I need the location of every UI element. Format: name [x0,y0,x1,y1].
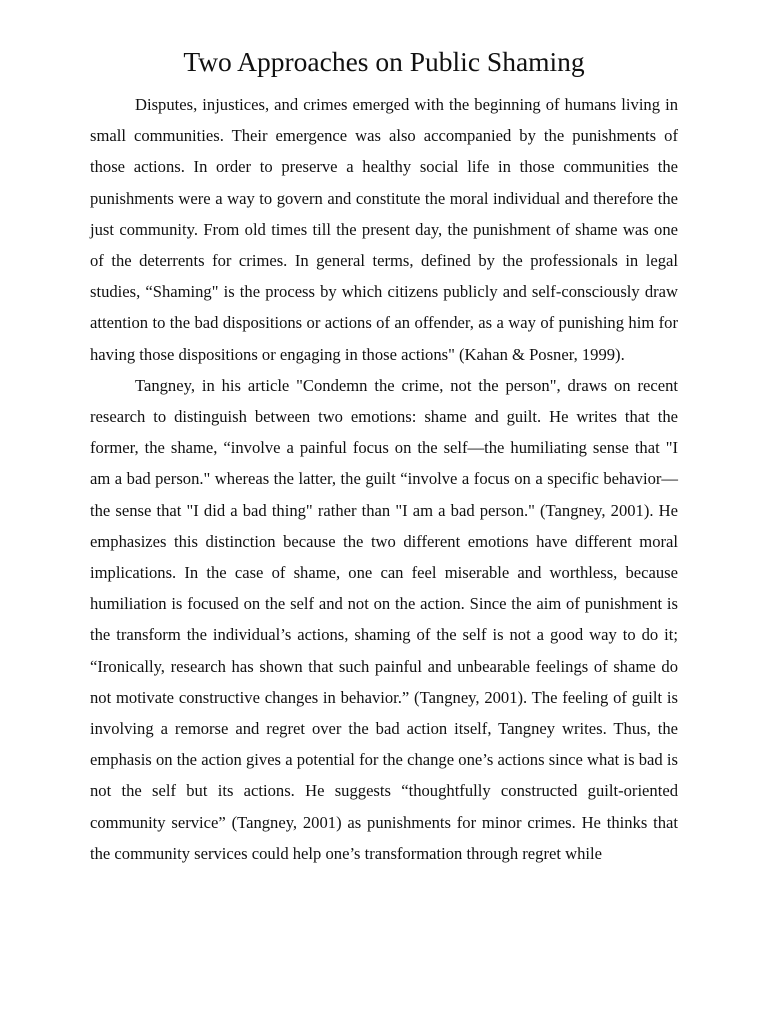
paragraph-2: Tangney, in his article "Condemn the crime, not the person", draws on recent research to distinguish between two emotions: shame and guilt. He writes that the former, the shame, “involve a painful focus on the self—the humiliating sense that "I am a bad person." whereas the latter, the guilt “involve a focus on a specific behavior—the sense that "I did a bad thing" rather than "I am a bad person." (Tangney, 2001). He emphasizes this distinction because the two different emotions have different moral implications. In the case of shame, one can feel miserable and worthless, because humiliation is focused on the self and not on the action. Since the aim of punishment is the transform the individual’s actions, shaming of the self is not a good way to do it; “Ironically, research has shown that such painful and unbearable feelings of shame do not motivate constructive changes in behavior.” (Tangney, 2001). The feeling of guilt is involving a remorse and regret over the bad action itself, Tangney writes. Thus, the emphasis on the action gives a potential for the change one’s actions since what is bad is not the self but its actions. He suggests “thoughtfully constructed guilt-oriented community service” (Tangney, 2001) as punishments for minor crimes. He thinks that the community services could help one’s transformation through regret while [90,375,678,863]
document-body [90,89,678,869]
document-title: Two Approaches on Public Shaming [183,46,585,77]
paragraph-1: Disputes, injustices, and crimes emerged with the beginning of humans living in small communities. Their emergence was also accompanied by the punishments of those actions. In order to preserve a healthy social life in those communities the punishments were a way to govern and constitute the moral individual and therefore the just community. From old times till the present day, the punishment of shame was one of the deterrents for crimes. In general terms, defined by the professionals in legal studies, “Shaming" is the process by which citizens publicly and self-consciously draw attention to the bad dispositions or actions of an offender, as a way of punishing him for having those dispositions or engaging in those actions" (Kahan & Posner, 1999). [90,95,678,364]
